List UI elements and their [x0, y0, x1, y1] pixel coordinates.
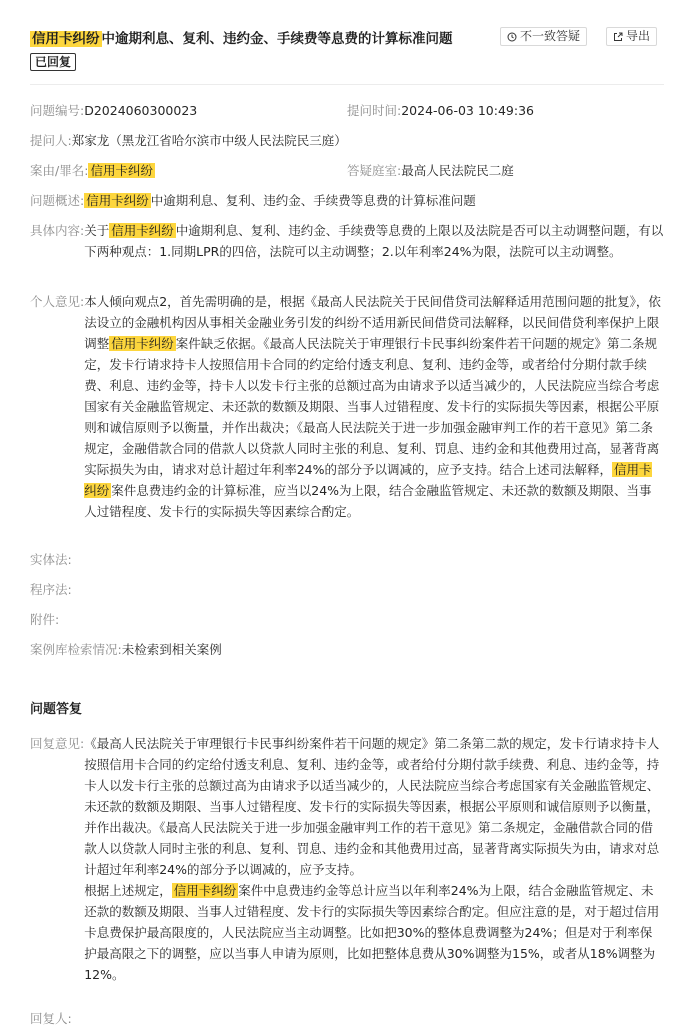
answer-p2-prefix: 根据上述规定，	[84, 883, 172, 898]
case-search-label: 案例库检索情况:	[30, 642, 122, 657]
case-search-value: 未检索到相关案例	[121, 642, 222, 657]
keyword-highlight: 信用卡纠纷	[86, 193, 149, 208]
asker-label: 提问人:	[30, 133, 72, 148]
export-icon	[613, 32, 623, 42]
answer-p2-rest: 案件中息费违约金等总计应当以年利率24%为上限，结合金融监管规定、未还款的数额及期限、当事人过错程度、发卡行的实际损失等因素综合酌定。但应注意的是，对于超过信用卡息费保护最高限度的，人民法院应当主动调整。比如把30%的整体息费调整为24%；但是对于利率保护最高限之下的调整，应以当事人申请为原则，比如把整体息费从30%调整为15%，或者从18%调整为12%。	[84, 883, 660, 982]
question-number-label: 问题编号:	[30, 103, 85, 118]
keyword-highlight: 信用卡纠纷	[111, 336, 174, 351]
opinion-part-1: 本人倾向观点2，首先需明确的是，根据《最高人民法院关于民间借贷司法解释适用范围问题的批复》，依法设立的金融机构因从事相关金融业务引发的纠纷不适用新民间借贷司法解释，以民间借贷利率保护上限调整	[84, 294, 661, 351]
opinion-part-2: 案件缺乏依据。《最高人民法院关于审理银行卡民事纠纷案件若干问题的规定》第二条规定，发卡行请求持卡人按照信用卡合同的约定给付透支利息、复利、违约金等，或者给付分期付款手续费、利息、违约金等，持卡人以发卡行主张的总额过高为由请求予以适当减少的，人民法院应当综合考虑国家有关金融监管规定、未还款的数额及期限、当事人过错程度、发卡行的实际损失等因素，根据公平原则和诚信原则予以衡量，并作出裁决；《最高人民法院关于进一步加强金融审判工作的若干意见》第二条规定，金融借款合同的借款人以贷款人同时主张的利息、复利、罚息、违约金和其他费用过高，显著背离实际损失为由，请求对总计超过年利率24%的部分予以调减的，应予支持。结合上述司法解释，	[84, 336, 660, 477]
responder-label: 回复人:	[30, 1011, 72, 1026]
keyword-highlight: 信用卡纠纷	[32, 31, 100, 47]
substantive-law-row	[30, 549, 664, 570]
export-button-label: 导出	[626, 29, 651, 43]
summary-label: 问题概述:	[30, 193, 85, 208]
export-button[interactable]	[606, 27, 657, 46]
answer-section-title: 问题答复	[30, 702, 83, 717]
court-label: 答疑庭室:	[347, 163, 402, 178]
procedural-law-label: 程序法:	[30, 582, 72, 597]
court-row	[347, 160, 664, 181]
status-badge: 已回复	[30, 53, 76, 71]
answer-paragraph-1: 《最高人民法院关于审理银行卡民事纠纷案件若干问题的规定》第二条第二款的规定，发卡行请求持卡人按照信用卡合同的约定给付透支利息、复利、违约金等，或者给付分期付款手续费、利息、违约金等，持卡人以发卡行主张的总额过高为由请求予以适当减少的，人民法院应当综合考虑国家有关金融监管规定、未还款的数额及期限、当事人过错程度、发卡行的实际损失等因素，根据公平原则和诚信原则予以衡量，并作出裁决。《最高人民法院关于进一步加强金融审判工作的若干意见》第二条规定，金融借款合同的借款人以贷款人同时主张的利息、复利、罚息、违约金和其他费用过高，显著背离实际损失为由，请求对总计超过年利率24%的部分予以调减的，应予支持。	[84, 736, 660, 877]
dispute-button[interactable]	[500, 27, 587, 46]
page-title	[30, 28, 480, 50]
procedural-law-row	[30, 579, 664, 600]
submit-time-row	[347, 100, 664, 121]
opinion-row	[30, 291, 664, 522]
responder-row	[30, 1008, 664, 1029]
dispute-button-label: 不一致答疑	[520, 29, 581, 43]
summary-row	[30, 190, 664, 211]
opinion-text	[84, 291, 664, 522]
title-text: 中逾期利息、复利、违约金、手续费等息费的计算标准问题	[101, 31, 453, 47]
page-header	[30, 28, 480, 71]
case-search-row	[30, 639, 664, 660]
submit-time-label: 提问时间:	[347, 103, 402, 118]
submit-time: 2024-06-03 10:49:36	[401, 103, 534, 118]
attachment-label: 附件:	[30, 612, 60, 627]
summary-text: 中逾期利息、复利、违约金、手续费等息费的计算标准问题	[150, 193, 476, 208]
case-label: 案由/罪名:	[30, 163, 89, 178]
keyword-highlight: 信用卡纠纷	[84, 462, 652, 498]
attachment-row	[30, 609, 664, 630]
answer-text	[84, 733, 664, 985]
clock-icon	[507, 32, 517, 42]
opinion-label: 个人意见:	[30, 294, 85, 309]
case-value: 信用卡纠纷	[90, 163, 153, 178]
answer-paragraph-2	[84, 880, 664, 985]
detail-label: 具体内容:	[30, 223, 85, 238]
court: 最高人民法院民二庭	[401, 163, 514, 178]
detail-rest: 中逾期利息、复利、违约金、手续费等息费的上限以及法院是否可以主动调整问题，有以下两种观点：1.同期LPR的四倍，法院可以主动调整；2.以年利率24%为限，法院可以主动调整。	[84, 223, 664, 259]
answer-row	[30, 733, 664, 985]
header-divider	[30, 84, 664, 85]
detail-prefix: 关于	[84, 223, 110, 238]
opinion-part-3: 案件息费违约金的计算标准，应当以24%为上限，结合金融监管规定、未还款的数额及期限、当事人过错程度、发卡行的实际损失等因素综合酌定。	[84, 483, 652, 519]
keyword-highlight: 信用卡纠纷	[173, 883, 237, 898]
asker-row	[30, 130, 664, 151]
detail-text	[84, 220, 664, 262]
answer-label: 回复意见:	[30, 736, 85, 751]
question-number: D2024060300023	[84, 103, 198, 118]
asker: 郑家龙（黑龙江省哈尔滨市中级人民法院民三庭）	[71, 133, 347, 148]
keyword-highlight: 信用卡纠纷	[111, 223, 174, 238]
detail-row	[30, 220, 664, 262]
substantive-law-label: 实体法:	[30, 552, 72, 567]
